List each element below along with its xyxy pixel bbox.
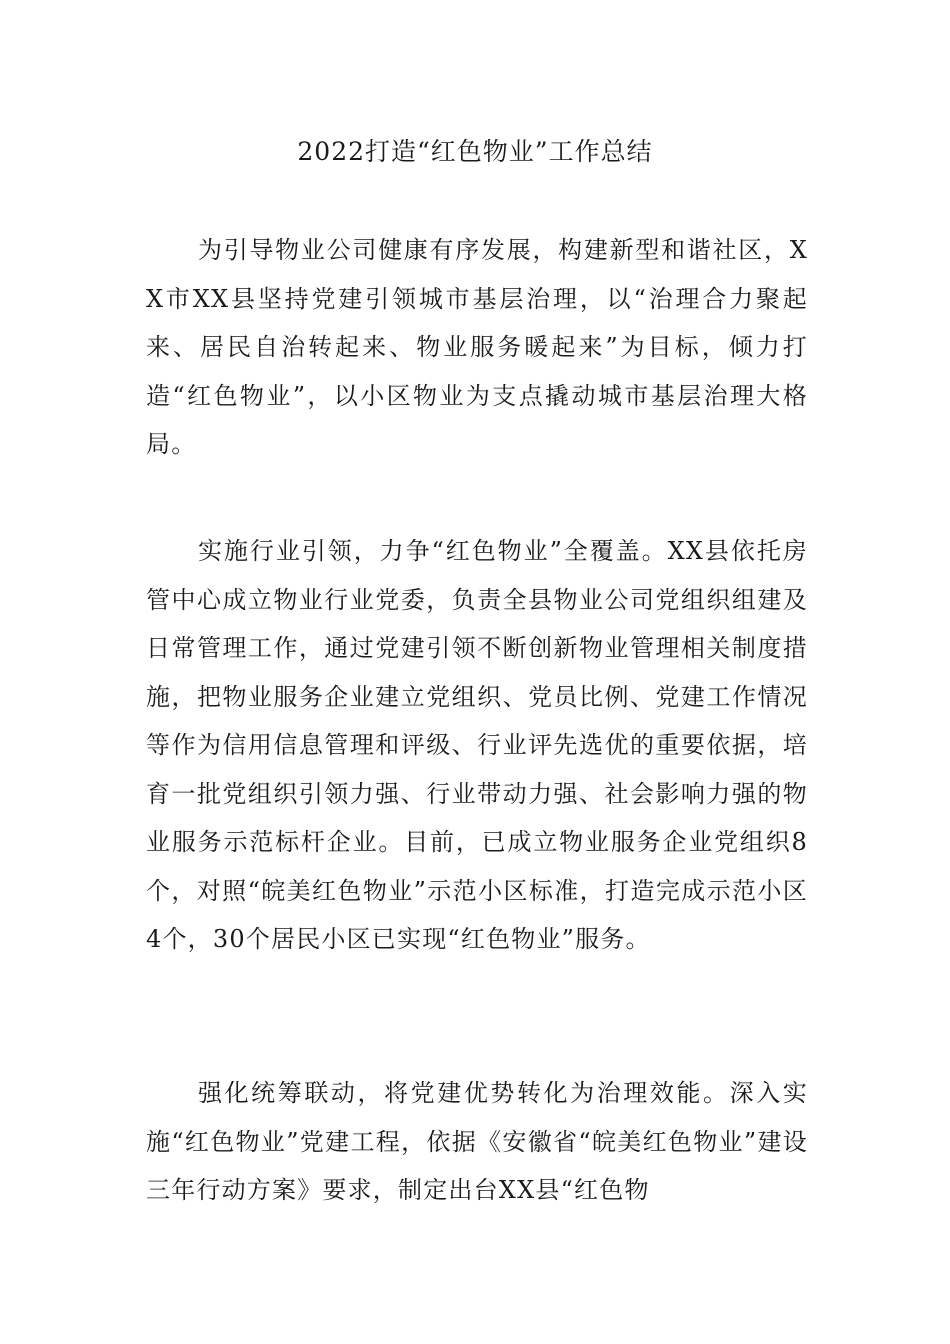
paragraph-1: 为引导物业公司健康有序发展，构建新型和谐社区，XX市XX县坚持党建引领城市基层治理，以“治理合力聚起来、居民自治转起来、物业服务暖起来”为目标，倾力打造“红色物业”，以小区物业为支点撬动城市基层治理大格局。 — [146, 236, 808, 458]
paragraph-3: 强化统筹联动，将党建优势转化为治理效能。深入实施“红色物业”党建工程，依据《安徽省“皖美红色物业”建设三年行动方案》要求，制定出台XX县“红色物 — [146, 1079, 808, 1204]
paragraph-2: 实施行业引领，力争“红色物业”全覆盖。XX县依托房管中心成立物业行业党委，负责全县物业公司党组织组建及日常管理工作，通过党建引领不断创新物业管理相关制度措施，把物业服务企业建立党组织、党员比例、党建工作情况等作为信用信息管理和评级、行业评先选优的重要依据，培育一批党组织引领力强、行业带动力强、社会影响力强的物业服务示范标杆企业。目前，已成立物业服务企业党组织8个，对照“皖美红色物业”示范小区标准，打造完成示范小区4个，30个居民小区已实现“红色物业”服务。 — [146, 537, 808, 953]
document-title: 2022打造“红色物业”工作总结 — [297, 137, 653, 166]
